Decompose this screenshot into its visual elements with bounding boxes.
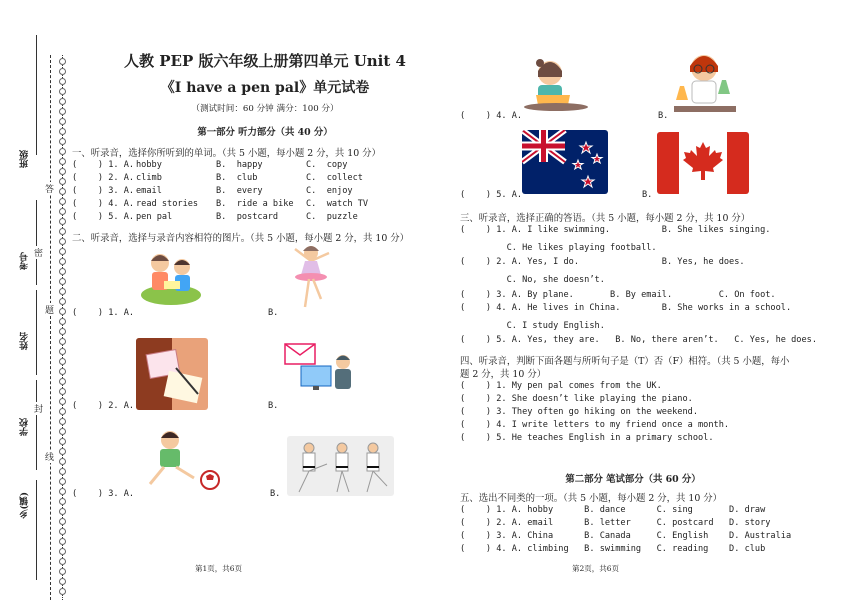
- binding-hole: [59, 398, 66, 405]
- binding-hole: [59, 188, 66, 195]
- s3-line: C. He likes playing football.: [460, 243, 657, 253]
- s1-row-number: ( ) 4. A.: [72, 199, 135, 209]
- seal-char-line: 线: [45, 450, 54, 463]
- s3-line: ( ) 4. A. He lives in China. B. She works in a school.: [460, 303, 792, 313]
- s4-line: ( ) 3. They often go hiking on the weekend.: [460, 407, 698, 417]
- binding-hole: [59, 298, 66, 305]
- s1-row-number: ( ) 2. A.: [72, 173, 135, 183]
- binding-hole: [59, 358, 66, 365]
- section3-heading: 三、听录音，选择正确的答语。（共 5 小题，每小题 2 分，共 10 分）: [460, 213, 751, 224]
- town-field-label: 乡(镇): [20, 492, 30, 519]
- exam-number-field-label: 考号: [20, 252, 30, 270]
- s4-line: ( ) 2. She doesn’t like playing the piano.: [460, 394, 693, 404]
- s1-option-b: B. postcard: [216, 212, 279, 222]
- section2-heading: 二、听录音，选择与录音内容相符的图片。（共 5 小题，每小题 2 分，共 10 分）: [72, 233, 410, 244]
- girl-scientist-image: [670, 50, 740, 116]
- binding-hole: [59, 448, 66, 455]
- part1-heading: 第一部分 听力部分（共 40 分）: [197, 127, 333, 138]
- girl-playing-football-image: [140, 428, 224, 494]
- binding-hole: [59, 338, 66, 345]
- s1-option-a: email: [136, 186, 162, 196]
- s3-line: C. No, she doesn’t.: [460, 275, 605, 285]
- s1-option-a: hobby: [136, 160, 162, 170]
- binding-hole: [59, 138, 66, 145]
- s3-line: ( ) 1. A. I like swimming. B. She likes singing.: [460, 225, 771, 235]
- binding-hole: [59, 58, 66, 65]
- binding-hole: [59, 168, 66, 175]
- s1-row-number: ( ) 3. A.: [72, 186, 135, 196]
- s2-q1-label: ( ) 1. A.: [72, 308, 135, 318]
- s1-row-number: ( ) 1. A.: [72, 160, 135, 170]
- binding-hole: [59, 288, 66, 295]
- writing-letter-image: [136, 338, 208, 410]
- class-field-line: [36, 35, 37, 155]
- seal-char-seal: 封: [34, 402, 43, 415]
- binding-hole: [59, 428, 66, 435]
- binding-hole: [59, 308, 66, 315]
- s2-q5-b-label: B.: [642, 190, 653, 200]
- part2-heading: 第二部分 笔试部分（共 60 分）: [565, 474, 701, 485]
- new-zealand-flag-icon: [522, 130, 608, 194]
- s2-q4-label: ( ) 4. A.: [460, 111, 523, 121]
- martial-arts-image: [287, 436, 394, 496]
- binding-hole: [59, 158, 66, 165]
- binding-hole: [59, 238, 66, 245]
- footer-right-page-number: 第2页，共6页: [572, 564, 620, 573]
- s1-option-b: B. ride a bike: [216, 199, 294, 209]
- s1-option-a: pen pal: [136, 212, 173, 222]
- binding-hole: [59, 518, 66, 525]
- s4-line: ( ) 5. He teaches English in a primary school.: [460, 433, 714, 443]
- binding-hole: [59, 508, 66, 515]
- binding-hole: [59, 118, 66, 125]
- section4-heading-line2: 题 2 分，共 10 分）: [460, 369, 547, 380]
- seal-char-question: 题: [45, 303, 54, 316]
- binding-hole: [59, 258, 66, 265]
- s2-q5-label: ( ) 5. A.: [460, 190, 523, 200]
- binding-hole: [59, 458, 66, 465]
- s3-line: C. I study English.: [460, 321, 605, 331]
- binding-hole: [59, 478, 66, 485]
- binding-hole: [59, 418, 66, 425]
- school-field-label: 学校: [20, 418, 30, 436]
- binding-hole: [59, 538, 66, 545]
- school-field-line: [36, 380, 37, 470]
- binding-hole: [59, 438, 66, 445]
- binding-hole: [59, 278, 66, 285]
- exam-meta: （测试时间：60 分钟 满分：100 分）: [191, 104, 339, 114]
- binding-hole: [59, 248, 66, 255]
- s3-line: ( ) 3. A. By plane. B. By email. C. On foot.: [460, 290, 776, 300]
- s1-option-c: C. collect: [306, 173, 363, 183]
- s2-q1-b-label: B.: [268, 308, 279, 318]
- s1-option-b: B. club: [216, 173, 258, 183]
- binding-hole: [59, 498, 66, 505]
- binding-hole: [59, 198, 66, 205]
- town-field-line: [36, 480, 37, 580]
- binding-hole: [59, 178, 66, 185]
- exam-title-line2: 《I have a pen pal》单元试卷: [160, 80, 370, 96]
- s1-option-c: C. puzzle: [306, 212, 358, 222]
- binding-hole: [59, 128, 66, 135]
- binding-hole: [59, 328, 66, 335]
- binding-hole: [59, 228, 66, 235]
- binding-hole: [59, 468, 66, 475]
- binding-hole: [59, 218, 66, 225]
- section4-heading-line1: 四、听录音，判断下面各题与所听句子是（T）否（F）相符。（共 5 小题，每小: [460, 356, 790, 367]
- binding-hole: [59, 548, 66, 555]
- kids-reading-image: [138, 245, 204, 307]
- exam-title-line1: 人教 PEP 版六年级上册第四单元 Unit 4: [124, 52, 406, 70]
- binding-hole: [59, 388, 66, 395]
- s2-q2-label: ( ) 2. A.: [72, 401, 135, 411]
- section5-heading: 五、选出不同类的一项。（共 5 小题，每小题 2 分，共 10 分）: [460, 493, 723, 504]
- binding-hole: [59, 378, 66, 385]
- s1-option-a: read stories: [136, 199, 199, 209]
- binding-hole: [59, 568, 66, 575]
- s2-q3-label: ( ) 3. A.: [72, 489, 135, 499]
- s2-q3-b-label: B.: [270, 489, 281, 499]
- footer-left-page-number: 第1页，共6页: [195, 564, 243, 573]
- name-field-label: 姓名: [20, 332, 30, 350]
- binding-hole: [59, 588, 66, 595]
- binding-hole: [59, 578, 66, 585]
- s3-line: ( ) 2. A. Yes, I do. B. Yes, he does.: [460, 257, 745, 267]
- s1-option-b: B. every: [216, 186, 263, 196]
- s5-line: ( ) 4. A. climbing B. swimming C. reading D. club: [460, 544, 766, 554]
- binding-hole: [59, 78, 66, 85]
- girl-reading-book-image: [520, 55, 592, 115]
- binding-hole: [59, 68, 66, 75]
- binding-hole: [59, 88, 66, 95]
- class-field-label: 班级: [20, 150, 30, 168]
- ballet-dancer-image: [285, 243, 337, 313]
- binding-hole: [59, 368, 66, 375]
- s1-option-b: B. happy: [216, 160, 263, 170]
- binding-dash-line: [50, 55, 51, 600]
- binding-hole: [59, 408, 66, 415]
- s2-q4-b-label: B.: [658, 111, 669, 121]
- s1-option-c: C. enjoy: [306, 186, 353, 196]
- s5-line: ( ) 2. A. email B. letter C. postcard D. story: [460, 518, 771, 528]
- seal-char-secret: 密: [34, 246, 43, 259]
- s4-line: ( ) 4. I write letters to my friend once a month.: [460, 420, 730, 430]
- s1-row-number: ( ) 5. A.: [72, 212, 135, 222]
- binding-hole: [59, 148, 66, 155]
- binding-hole: [59, 268, 66, 275]
- s1-option-c: C. copy: [306, 160, 348, 170]
- s5-line: ( ) 3. A. China B. Canada C. English D. Australia: [460, 531, 792, 541]
- seal-char-answer: 答: [45, 182, 54, 195]
- section1-heading: 一、听录音，选择你所听到的单词。（共 5 小题，每小题 2 分，共 10 分）: [72, 148, 381, 159]
- email-computer-image: [283, 342, 357, 392]
- binding-hole: [59, 348, 66, 355]
- name-field-line: [36, 290, 37, 375]
- s1-option-c: C. watch TV: [306, 199, 369, 209]
- binding-hole: [59, 318, 66, 325]
- canada-flag-icon: [657, 132, 749, 194]
- binding-hole: [59, 98, 66, 105]
- s3-line: ( ) 5. A. Yes, they are. B. No, there aren’t. C. Yes, he does.: [460, 335, 817, 345]
- binding-hole: [59, 488, 66, 495]
- exam-number-field-line: [36, 200, 37, 285]
- s2-q2-b-label: B.: [268, 401, 279, 411]
- s4-line: ( ) 1. My pen pal comes from the UK.: [460, 381, 662, 391]
- binding-hole: [59, 208, 66, 215]
- binding-hole: [59, 558, 66, 565]
- s5-line: ( ) 1. A. hobby B. dance C. sing D. draw: [460, 505, 766, 515]
- s1-option-a: climb: [136, 173, 162, 183]
- binding-hole: [59, 108, 66, 115]
- binding-hole: [59, 528, 66, 535]
